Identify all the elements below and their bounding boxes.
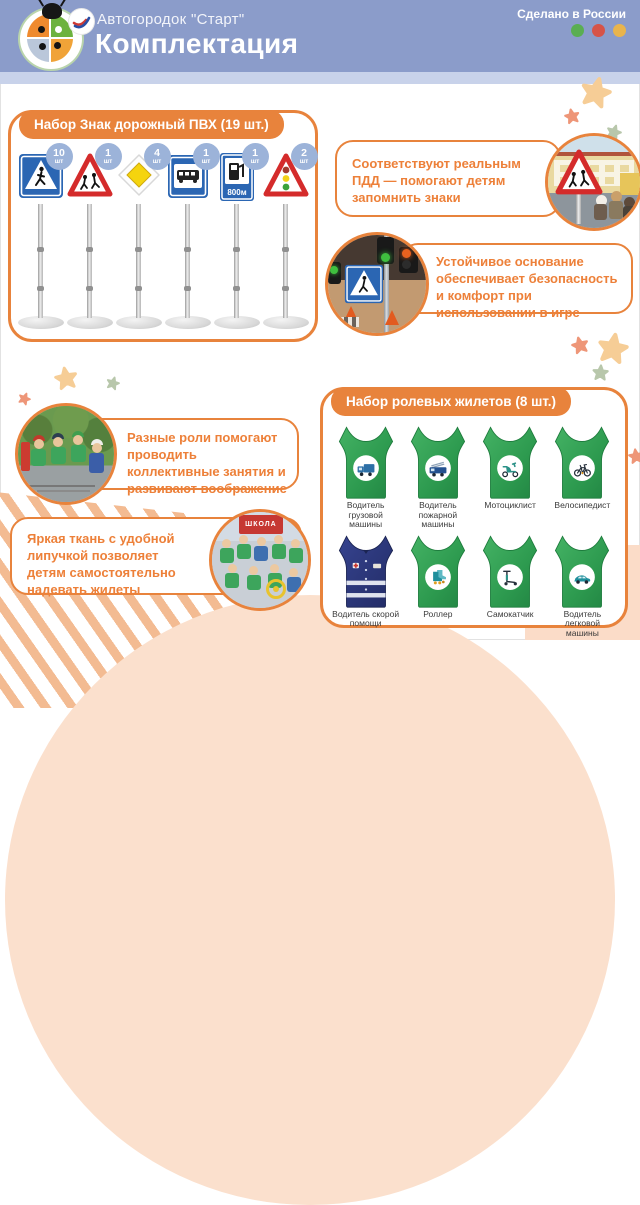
road-signs-card xyxy=(8,110,318,342)
zebra-crossing-mat xyxy=(332,317,359,327)
made-in-label: Сделано в России xyxy=(517,7,626,21)
vests-card-title: Набор ролевых жилетов (8 шт.) xyxy=(331,387,571,416)
green-vest-icon xyxy=(335,422,397,500)
callout-text: Устойчивое основание обеспечивает безопасность и комфорт при использовании в игре xyxy=(436,254,618,321)
children-warning-sign-icon xyxy=(554,149,604,197)
star-icon xyxy=(563,107,582,126)
green-dot-icon xyxy=(571,24,584,37)
vest-item-fire-truck-driver xyxy=(403,422,472,530)
traffic-cone-icon xyxy=(385,310,399,325)
sign-pole xyxy=(185,204,190,318)
bug-body-icon xyxy=(27,14,73,62)
star-icon xyxy=(569,334,591,356)
ladybug-logo-icon xyxy=(16,3,90,70)
sign-item-bus-stop xyxy=(164,146,211,335)
tricolor-dots xyxy=(571,24,626,37)
vest-item-kick-scooter xyxy=(476,531,545,639)
count-badge: 4 шт xyxy=(144,143,171,170)
sign-pole xyxy=(87,204,92,318)
star-icon xyxy=(594,329,631,366)
star-icon xyxy=(627,447,640,465)
sign-pole xyxy=(283,204,288,318)
toy-steering-wheel-icon xyxy=(266,579,286,599)
callout-text: Яркая ткань с удобной липучкой позволяет детям самостоятельно надевать жилеты xyxy=(27,531,176,598)
sign-item-children xyxy=(66,146,113,335)
page-title: Комплектация xyxy=(95,28,299,59)
green-vest-icon xyxy=(551,422,613,500)
peach-circle-decor xyxy=(5,595,615,1205)
sign-item-gas-station xyxy=(213,146,260,335)
vest-label: Водитель грузовой машины xyxy=(346,500,385,530)
sign-item-pedestrian-crossing xyxy=(17,146,65,335)
vest-label: Водитель пожарной машины xyxy=(418,500,458,530)
vest-label: Велосипедист xyxy=(554,500,611,510)
road-signs-card-title: Набор Знак дорожный ПВХ (19 шт.) xyxy=(19,110,284,139)
vest-label: Водитель легковой машины xyxy=(563,608,602,638)
school-sign xyxy=(239,515,283,534)
photo-traffic-lights-and-cones xyxy=(325,232,429,336)
vest-item-motorcyclist xyxy=(476,422,545,530)
vest-label: Мотоциклист xyxy=(484,500,536,510)
bug-head-icon xyxy=(42,3,62,19)
green-vest-icon xyxy=(407,531,469,609)
sign-pole xyxy=(234,204,239,318)
header-band xyxy=(0,0,640,72)
vest-item-cyclist xyxy=(548,422,617,530)
vests-card xyxy=(320,387,628,638)
navy-uniform-vest-icon xyxy=(335,531,397,609)
vest-item-roller-skater xyxy=(403,531,472,639)
count-badge: 1 шт xyxy=(193,143,220,170)
vest-label: Самокатчик xyxy=(486,608,534,619)
sign-pole xyxy=(136,204,141,318)
antenna-icon xyxy=(60,0,66,7)
star-icon xyxy=(16,390,33,407)
pedestrian-crossing-sign-icon xyxy=(344,264,384,304)
callout-text: Соответствуют реальным ПДД — помогают детям запомнить знаки xyxy=(352,156,521,206)
vest-item-ambulance-driver xyxy=(331,531,400,639)
star-icon xyxy=(104,374,121,391)
photo-kids-in-vests-outdoor xyxy=(15,403,117,505)
photo-kids-in-vests-classroom xyxy=(209,509,311,611)
sign-item-main-road xyxy=(115,146,162,335)
vest-label: Роллер xyxy=(423,608,453,619)
vest-item-car-driver xyxy=(548,531,617,639)
photo-kids-with-road-sign xyxy=(545,133,640,231)
red-dot-icon xyxy=(592,24,605,37)
green-vest-icon xyxy=(551,531,613,609)
green-vest-icon xyxy=(407,422,469,500)
header-strip xyxy=(0,72,640,84)
star-icon xyxy=(52,364,80,392)
count-badge: 1 шт xyxy=(242,143,269,170)
yellow-dot-icon xyxy=(613,24,626,37)
vest-label: Водитель скорой помощи xyxy=(332,608,400,629)
vest-grid xyxy=(331,422,617,638)
star-icon xyxy=(591,363,609,381)
sign-item-traffic-light xyxy=(262,146,309,335)
green-vest-icon xyxy=(479,531,541,609)
green-vest-icon xyxy=(479,422,541,500)
vest-item-truck-driver xyxy=(331,422,400,530)
sign-pole xyxy=(38,204,43,318)
svg-text:800м: 800м xyxy=(226,188,247,197)
count-badge: 1 шт xyxy=(95,143,122,170)
brand-name: Автогородок "Старт" xyxy=(97,11,245,28)
tricolor-check-icon xyxy=(69,9,94,34)
count-badge: 10 шт xyxy=(46,143,73,170)
count-badge: 2 шт xyxy=(291,143,318,170)
callout-stable-base xyxy=(400,243,633,321)
callout-text: Разные роли помогают проводить коллективные занятия и развивают воображение xyxy=(127,430,287,497)
star-icon xyxy=(577,73,616,112)
signs-row xyxy=(17,146,309,335)
school-sign-text: ШКОЛА xyxy=(245,520,277,528)
callout-real-traffic-rules xyxy=(335,140,561,217)
